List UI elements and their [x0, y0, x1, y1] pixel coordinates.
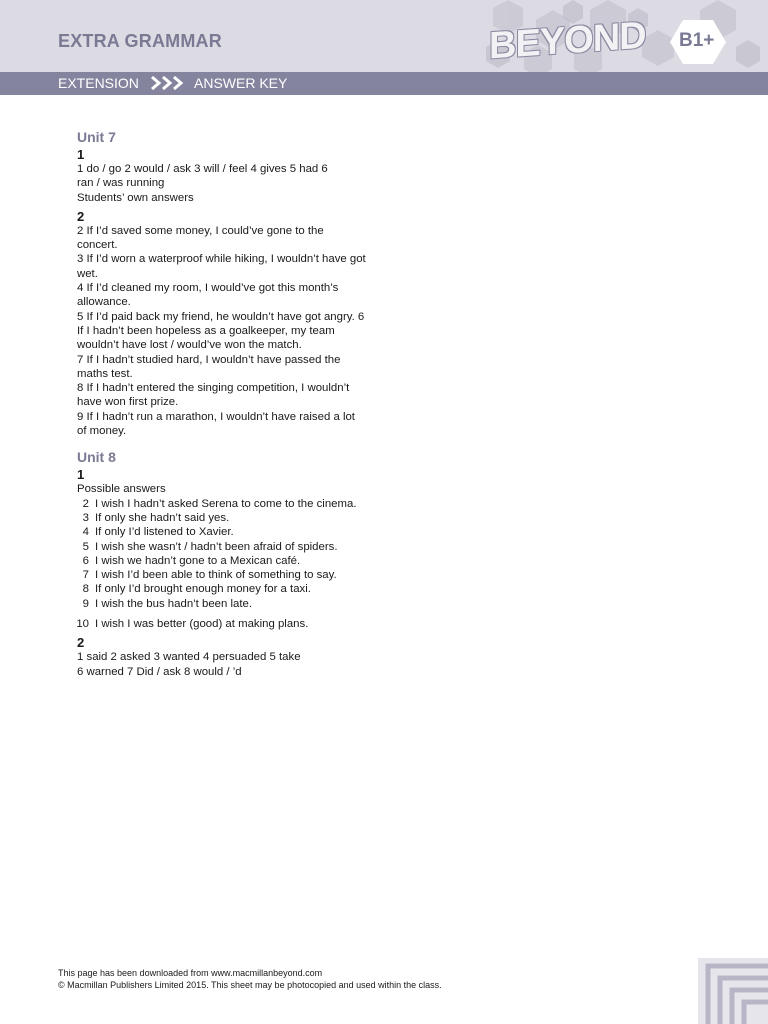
text-line: 1 said 2 asked 3 wanted 4 persuaded 5 take: [77, 651, 301, 664]
text-line: ran / was running: [77, 177, 165, 190]
list-item: [77, 540, 407, 554]
text-line: wet.: [77, 267, 98, 280]
triple-chevron-icon: [150, 76, 186, 90]
list-item: [77, 525, 407, 539]
item-number: 3: [82, 511, 89, 524]
list-item: [77, 582, 407, 596]
list-item: [77, 497, 407, 511]
list-item: [77, 568, 407, 582]
answer-content: [77, 128, 407, 679]
item-number: 6: [82, 554, 89, 567]
unit-8-exercise-2-number: 2: [77, 635, 85, 651]
list-item: [77, 617, 407, 631]
text-line: 5 If I’d paid back my friend, he wouldn’t have got angry. 6: [77, 310, 365, 323]
item-text: I wish I’d been able to think of something to say.: [95, 569, 337, 582]
text-line: 4 If I’d cleaned my room, I would’ve got this month’s: [77, 282, 339, 295]
corner-square-decoration: [698, 958, 768, 1024]
unit-7-title: Unit 7: [77, 129, 116, 145]
page-title: EXTRA GRAMMAR: [58, 31, 222, 51]
possible-answers-label: Possible answers: [77, 483, 166, 496]
footer-copyright: © Macmillan Publishers Limited 2015. This sheet may be photocopied and used within the class.: [58, 979, 442, 990]
text-line: of money.: [77, 425, 127, 438]
text-line: 1 do / go 2 would / ask 3 will / feel 4 gives 5 had 6: [77, 163, 328, 175]
text-line: 7 If I hadn’t studied hard, I wouldn’t have passed the: [77, 353, 341, 366]
item-text: I wish she wasn’t / hadn’t been afraid of spiders.: [95, 540, 338, 553]
text-line: concert.: [77, 239, 118, 252]
unit-8-title: Unit 8: [77, 449, 116, 466]
text-line: have won first prize.: [77, 396, 179, 409]
item-number: 2: [82, 497, 89, 510]
item-number: 5: [82, 540, 89, 553]
text-line: 2 If I’d saved some money, I could’ve gone to the: [77, 224, 324, 237]
page-header: [0, 0, 768, 72]
text-line: 8 If I hadn’t entered the singing competition, I wouldn’t: [77, 382, 350, 395]
section-label: EXTENSION: [58, 75, 139, 91]
text-line: allowance.: [77, 296, 131, 309]
beyond-logo: BEYOND: [489, 14, 646, 68]
text-line: maths test.: [77, 367, 133, 380]
answer-key-label: ANSWER KEY: [194, 75, 288, 91]
list-item: [77, 511, 407, 525]
item-text: I wish I was better (good) at making plans.: [95, 618, 309, 631]
text-line: 9 If I hadn’t run a marathon, I wouldn’t have raised a lot: [77, 410, 355, 423]
section-bar: [0, 72, 768, 95]
item-number: 10: [76, 618, 89, 631]
footer-download-note: This page has been downloaded from www.macmillanbeyond.com: [58, 968, 323, 978]
item-number: 7: [82, 569, 89, 582]
text-line: Students’ own answers: [77, 191, 194, 204]
item-number: 9: [82, 597, 89, 610]
item-text: If only I’d listened to Xavier.: [95, 526, 234, 539]
list-item: [77, 597, 407, 611]
level-badge-text: B1+: [679, 30, 715, 51]
item-text: I wish the bus hadn’t been late.: [95, 597, 253, 610]
item-number: 8: [82, 583, 89, 596]
text-line: 3 If I’d worn a waterproof while hiking, I wouldn’t have got: [77, 253, 366, 266]
unit-7-exercise-2-number: 2: [77, 208, 85, 224]
text-line: 6 warned 7 Did / ask 8 would / ’d: [77, 665, 242, 678]
text-line: If I hadn’t been hopeless as a goalkeeper, my team: [77, 324, 335, 337]
unit-8-exercise-1-number: 1: [77, 467, 85, 483]
page-footer: [58, 968, 442, 991]
item-text: I wish we hadn’t gone to a Mexican café.: [95, 554, 301, 567]
list-item: [77, 554, 407, 568]
item-text: If only I’d brought enough money for a taxi.: [95, 583, 311, 596]
item-number: 4: [82, 526, 89, 539]
text-line: wouldn’t have lost / would’ve won the match.: [77, 339, 302, 352]
item-text: If only she hadn’t said yes.: [95, 511, 230, 524]
item-text: I wish I hadn’t asked Serena to come to the cinema.: [95, 497, 357, 510]
unit-7-exercise-1-number: 1: [77, 147, 85, 162]
